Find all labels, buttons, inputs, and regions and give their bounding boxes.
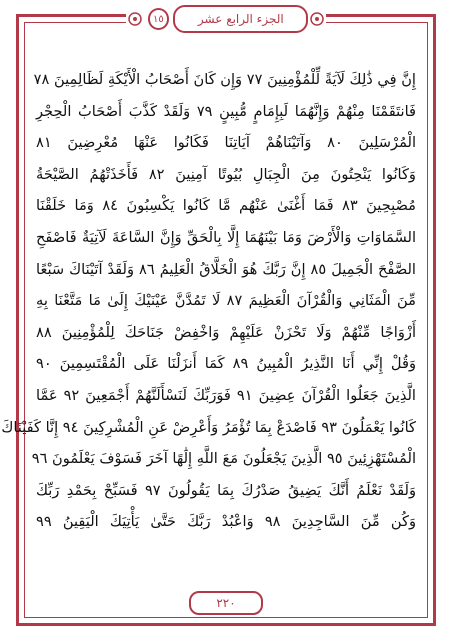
text-line: السَّمَاوَاتِ وَالْأَرْضَ وَمَا بَيْنَهُمَا إِلَّا بِالْحَقِّ وَإِنَّ السَّاعَةَ لَآتِيَةٌ فَاصْفَحِ [36, 228, 416, 246]
left-ornament-icon [126, 10, 144, 28]
text-line: مِّنَ الْمَثَانِي وَالْقُرْآنَ الْعَظِيمَ ٨٧ لَا تَمُدَّنَّ عَيْنَيْكَ إِلَىٰ مَا مَتَّعْنَا بِهِ [36, 292, 416, 310]
text-line: أَزْوَاجًا مِّنْهُمْ وَلَا تَحْزَنْ عَلَيْهِمْ وَاخْفِضْ جَنَاحَكَ لِلْمُؤْمِنِينَ ٨٨ [36, 323, 416, 341]
page-header [126, 2, 326, 36]
right-ornament-icon [308, 10, 326, 28]
page-number: ٢٢٠ [189, 591, 263, 615]
header-plate [173, 5, 308, 33]
text-line: وَلَقَدْ نَعْلَمُ أَنَّكَ يَضِيقُ صَدْرُكَ بِمَا يَقُولُونَ ٩٧ فَسَبِّحْ بِحَمْدِ رَبِّكَ [36, 481, 416, 499]
text-line: كَانُوا يَعْمَلُونَ ٩٣ فَاصْدَعْ بِمَا تُؤْمَرُ وَأَعْرِضْ عَنِ الْمُشْرِكِينَ ٩٤ إِنَّا كَفَيْنَاكَ [1, 418, 416, 436]
text-line: وَقُلْ إِنِّي أَنَا النَّذِيرُ الْمُبِينُ ٨٩ كَمَا أَنزَلْنَا عَلَى الْمُقْتَسِمِينَ ٩٠ [36, 355, 416, 373]
text-line: الصَّفْحَ الْجَمِيلَ ٨٥ إِنَّ رَبَّكَ هُوَ الْخَلَّاقُ الْعَلِيمُ ٨٦ وَلَقَدْ آتَيْنَاكَ سَبْعًا [36, 260, 416, 278]
text-line: فَانتَقَمْنَا مِنْهُمْ وَإِنَّهُمَا لَبِإِمَامٍ مُّبِينٍ ٧٩ وَلَقَدْ كَذَّبَ أَصْحَابُ الْحِجْرِ [36, 102, 416, 120]
text-line: وَكُن مِّنَ السَّاجِدِينَ ٩٨ وَاعْبُدْ رَبَّكَ حَتَّىٰ يَأْتِيَكَ الْيَقِينُ ٩٩ [36, 513, 416, 531]
quran-text [1, 64, 417, 574]
text-line: الْمُرْسَلِينَ ٨٠ وَآتَيْنَاهُمْ آيَاتِنَا فَكَانُوا عَنْهَا مُعْرِضِينَ ٨١ [36, 134, 417, 152]
text-line: وَكَانُوا يَنْحِتُونَ مِنَ الْجِبَالِ بُيُوتًا آمِنِينَ ٨٢ فَأَخَذَتْهُمُ الصَّيْحَةُ [36, 165, 416, 183]
text-line: مُصْبِحِينَ ٨٣ فَمَا أَغْنَىٰ عَنْهُم مَّا كَانُوا يَكْسِبُونَ ٨٤ وَمَا خَلَقْنَا [36, 197, 416, 215]
text-line: الْمُسْتَهْزِئِينَ ٩٥ الَّذِينَ يَجْعَلُونَ مَعَ اللَّهِ إِلَٰهًا آخَرَ فَسَوْفَ يَعْلَمُونَ ٩٦ [31, 450, 416, 468]
juz-title: الجزء الرابع عشر [197, 12, 284, 26]
header-number: ١٥ [148, 8, 170, 30]
text-line: إِنَّ فِي ذَٰلِكَ لَآيَةً لِّلْمُؤْمِنِينَ ٧٧ وَإِن كَانَ أَصْحَابُ الْأَيْكَةِ لَظَالِمِينَ ٧٨ [33, 71, 416, 88]
text-line: الَّذِينَ جَعَلُوا الْقُرْآنَ عِضِينَ ٩١ فَوَرَبِّكَ لَنَسْأَلَنَّهُمْ أَجْمَعِينَ ٩٢ عَمَّا [36, 386, 416, 404]
page-footer [176, 590, 276, 616]
